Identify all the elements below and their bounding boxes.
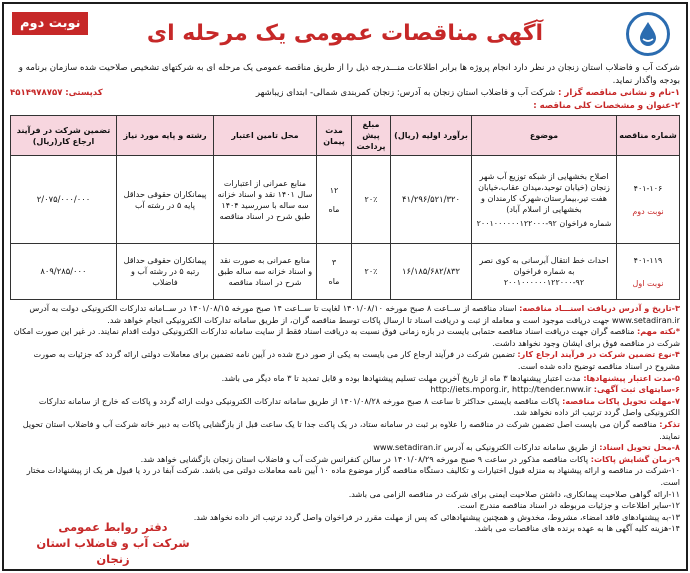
clause-text: ۱۲-سایر اطلاعات و جزئیات مربوطه در اسناد مناقصه مندرج است. [457,500,680,511]
employer-text: شرکت آب و فاضلاب استان زنجان به آدرس: زنجان کمربندی شمالی- ابتدای زیباشهر [255,88,556,98]
clause-label: تذکر: [659,418,680,429]
clause-text: مناقصه گران جهت دریافت اسناد مناقصه حتمابی بایست در بازه زمانی فوق نسبت به دریافت اسناد فقط از سایت سامانه تدارکات الکترونیکی دولت اقدام نمایند. در غیر این صورت امکان شرکت در مناقصه فوق برای ایشان وجود نخواهد داشت. [13,326,680,348]
clause-text: از طریق سامانه تدارکات الکترونیکی به آدرس www.setadiran.ir [373,442,597,453]
col-header-num: شماره مناقصه [617,116,680,156]
cell-estimate: ۱۶/۱۸۵/۶۸۲/۸۳۲ [391,244,472,300]
clause-label: ۷-مهلت تحویل پاکات مناقصه: [562,395,680,406]
signature-line-2: شرکت آب و فاضلاب استان زنجان [36,536,190,566]
col-header-funding: محل تامین اعتبار [214,116,317,156]
clause-label: ۴-نوع تضمین شرکت در فرآیند ارجاع کار: [517,349,680,360]
tender-number: ۴۰۱-۱۱۹ [633,255,663,265]
col-header-field: رشته و پایه مورد نیاز [117,116,214,156]
clause-text: پاکات مناقصه بایستی حداکثر تا ساعت ۸ صبح مورخه ۱۴۰۱/۰۸/۲۸ از طریق سامانه تدارکات الکترونیکی دولت ارائه گردد و پاکات که خارج از سامانه تدارکات الکترونیکی واصل گردد ترتیب اثر داده نخواهد شد. [38,395,680,418]
clause-text: ۱۰-شرکت در مناقصه و ارائه پیشنهاد به منزله قبول اختیارات و تکالیف دستگاه مناقصه گزار موضوع ماده ۱۰ آیین نامه معاملات دولتی می باشد. شرکت آبفا در رد یا قبول هر یک از پیشنهادات مختار است. [26,465,680,487]
cell-field: پیمانکاران حقوقی حداقل پایه ۵ در رشته آب [117,156,214,244]
employer-label: ۱-نام و نشانی مناقصه گزار : [557,88,680,98]
col-header-guarantee: تضمین شرکت در فرآیند ارجاع کار(ریال) [11,116,117,156]
col-header-estimate: برآورد اولیه (ریال) [391,116,472,156]
clause-text: ۱۴-هزینه کلیه آگهی ها به عهده برنده های مناقصات می باشد. [474,523,680,534]
tender-call-number: شماره فراخوان ۹۲-۲۰۰۱۰۰۰۰۰۰۱۲۲۰۰۰ [476,218,612,228]
clause-text: پاکات مناقصه مذکور در ساعت ۹ صبح مورخه ۱۴۰۱/۰۸/۲۹ در سالن کنفرانس شرکت آب و فاضلاب استان زنجان بازگشایی خواهد شد. [140,453,589,464]
clause-text: مناقصه گران می بایست اصل تضمین شرکت در مناقصه را علاوه بر ثبت در سامانه ستاد، در یک پاکت جدا تا یک ساعت قبل از بازگشایی پاکات به دبیر خانه شرکت آب و فاضلاب استان تحویل نمایند. [22,418,680,441]
clause-text: ۱۳-به پیشنهادهای فاقد امضاء، مشروط، مخدوش و همچنین پیشنهادهائی که پس از مهلت مقرر در فراخوان واصل گردد ترتیب اثر داده نخواهد شد. [193,511,680,522]
cell-estimate: ۴۱/۲۹۶/۵۲۱/۳۲۰ [391,156,472,244]
clause-label: ۸-محل تحویل اسناد: [599,442,680,453]
page-frame [2,2,688,571]
col-header-prepay: مبلغ پیش پرداخت [352,116,391,156]
duration-unit: ماه [328,276,340,286]
tender-number: ۴۰۱-۱۰۶ [633,183,663,193]
cell-subject: احداث خط انتقال آبرسانی به کوی نصر به شماره فراخوان ۹۲-۲۰۰۱۰۰۰۰۰۰۱۲۲۰۰۰ [472,244,617,300]
header [6,4,684,62]
tender-subject: اصلاح بخشهایی از شبکه توزیع آب شهر زنجان (خیابان توحید،میدان عقاب،خیابان هفت تیر،بیمارستان،شهرک کارمندان و بخشهایی از اسلام آباد) [478,171,610,214]
clause-label: ۹-زمان گشایش پاکات: [590,453,680,464]
cell-prepay: ۲۰٪ [352,244,391,300]
signature-line-1: دفتر روابط عمومی [58,520,168,534]
clause-label: ۶-سایتهای ثبت آگهی: [593,384,680,395]
clause-label: ۵-مدت اعتبار پیشنهادها: [583,372,680,383]
duration-value: ۳ [331,257,337,267]
tender-round: نوبت اول [632,278,664,288]
clause-text: ۱۱-ارائه گواهی صلاحیت پیمانکاری، داشتن صلاحیت ایمنی برای شرکت در مناقصه الزامی می باشد. [348,488,680,499]
clause-label: ۳-تاریخ و آدرس دریافت اسنـــاد مناقصه: [519,303,680,313]
spec-label: ۲-عنوان و مشخصات کلی مناقصه : [533,101,680,111]
cell-guarantee: ۸۰۹/۲۸۵/۰۰۰ [11,244,117,300]
water-company-logo-icon [626,12,670,56]
cell-funding: منابع عمرانی به صورت نقد و اسناد خزانه سه ساله طبق شرح در اسناد مناقصه [214,244,317,300]
col-header-subject: موضوع [472,116,617,156]
clause-text: مدت اعتبار پیشنهادها ۳ ماه از تاریخ آخرین مهلت تسلیم پیشنهادها بوده و قابل تمدید تا ۳ ماه دیگر می باشد. [221,372,581,383]
cell-prepay: ۲۰٪ [352,156,391,244]
cell-field: پیمانکاران حقوقی حداقل رتبه ۵ در رشته آب و فاضلاب [117,244,214,300]
cell-guarantee: ۲/۰۷۵/۰۰۰/۰۰۰ [11,156,117,244]
postal-code-label: کدپستی: [65,88,103,98]
cell-funding: منابع عمرانی از اعتبارات سال ۱۴۰۱ نقد و اسناد خزانه سه ساله با سررسید ۱۴۰۴ طبق شرح در اسناد مناقصه [214,156,317,244]
duration-value: ۱۲ [329,185,339,195]
intro-text: شرکت آب و فاضلاب استان زنجان در نظر دارد انجام پروژه ها برابر اطلاعات منـــدرجه ذیل را از طریق مناقصه عمومی یک مرحله ای به شرکتهای تشخیص صلاحیت شده سازمان برنامه و بودجه واگذار نماید. [18,63,680,86]
clause-label: *نکته مهم: [637,326,680,337]
round-badge: نوبت دوم [12,12,88,35]
clause-text: اسناد مناقصه از ســاعت ۸ صبح مورخه ۱۴۰۱/۰۸/۱۰ لغایت تا ســاعت ۱۴ صبح مورخه ۱۴۰۱/۰۸/۱۵ در ســامانه تدارکات الکترونیکی دولت به آدرس www.setadiran.ir جهت دریافت موجود است و معامله از ثبت و دریافت اسناد تا ارسال پاکات توسط مناقصه گران، از طریق سامانه تدارکات الکترونیکی انجام خواهد شد. [29,303,680,325]
tender-round: نوبت دوم [632,206,664,216]
clause-text: http://iets.mporg.ir, http://tender.nww.ir [430,384,592,395]
duration-unit: ماه [328,204,340,214]
signature-block [18,519,208,567]
col-header-duration: مدت پیمان [317,116,352,156]
notice-title: آگهی مناقصات عمومی یک مرحله ای [146,20,544,46]
postal-code: ۴۵۱۴۹۷۸۷۵۷ [10,88,63,98]
clause-text: تضمین شرکت در فرآیند ارجاع کار می بایست به یکی از صور درج شده در آیین نامه تضمین برای معاملات دولتی ارائه گردد که جزئیات به صورت مشروح در اسناد مناقصه توضیح داده شده است. [33,349,680,371]
